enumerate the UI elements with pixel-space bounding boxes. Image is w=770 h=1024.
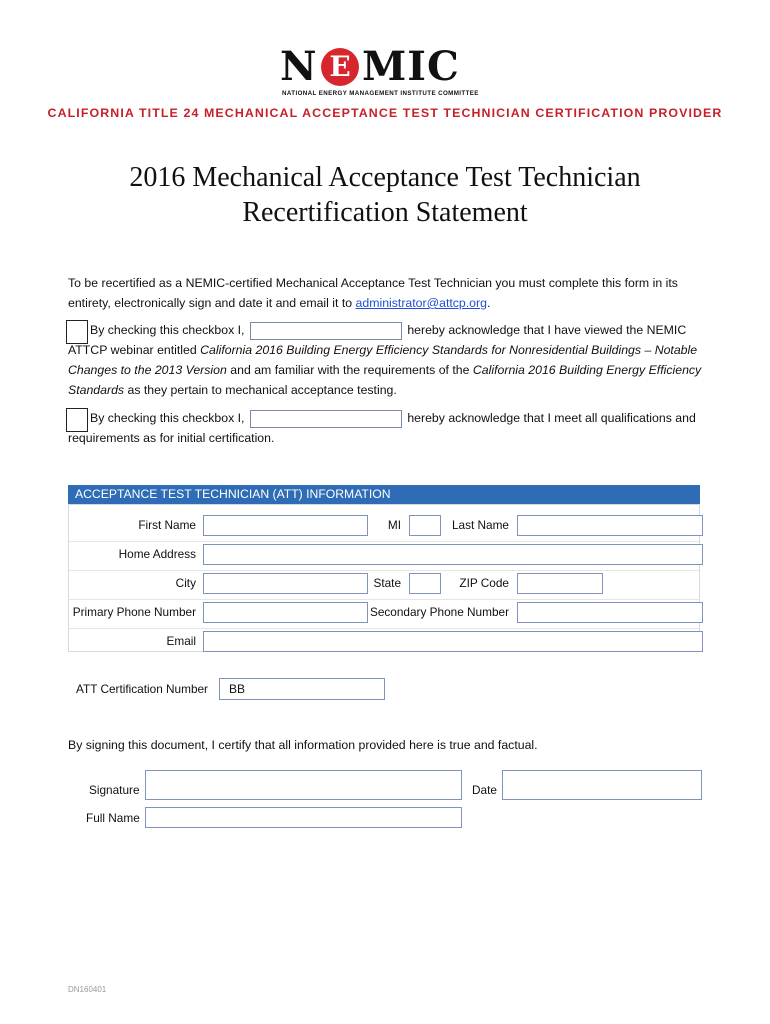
- nemic-logo: [280, 44, 490, 100]
- mi-label: MI: [387, 518, 401, 532]
- logo-letter-n: N: [280, 43, 318, 90]
- state-label: State: [373, 576, 401, 590]
- date-field[interactable]: [502, 770, 702, 800]
- statement-qualifications-name-field[interactable]: [250, 410, 402, 428]
- city-field[interactable]: [203, 573, 368, 594]
- title-line-2: Recertification Statement: [242, 197, 528, 228]
- cert-number-label: ATT Certification Number: [76, 682, 208, 696]
- att-section-header: ACCEPTANCE TEST TECHNICIAN (ATT) INFORMATION: [68, 485, 700, 504]
- row-divider: [69, 599, 699, 600]
- first-name-field[interactable]: [203, 515, 368, 536]
- statement-qualifications-prefix: By checking this checkbox I,: [90, 411, 245, 425]
- statement-standards-name: California 2016 Building Energy Efficiency Standards: [68, 363, 702, 397]
- cert-number-field[interactable]: BB: [219, 678, 385, 700]
- signature-label: Signature: [89, 783, 140, 797]
- provider-line: CALIFORNIA TITLE 24 MECHANICAL ACCEPTANCE TEST TECHNICIAN CERTIFICATION PROVIDER: [47, 106, 723, 120]
- row-divider: [69, 541, 699, 542]
- date-label: Date: [472, 783, 497, 797]
- city-label: City: [175, 576, 196, 590]
- statement-webinar: [68, 320, 708, 400]
- full-name-label: Full Name: [86, 811, 140, 825]
- logo-letters-mic: MIC: [362, 43, 460, 90]
- signature-field[interactable]: [145, 770, 462, 800]
- document-code: DN160401: [68, 985, 107, 994]
- last-name-label: Last Name: [451, 518, 509, 532]
- admin-email-link[interactable]: administrator@attcp.org: [355, 296, 487, 310]
- logo-subtitle: NATIONAL ENERGY MANAGEMENT INSTITUTE COMMITTEE: [282, 90, 479, 97]
- secondary-phone-label: Secondary Phone Number: [369, 605, 509, 619]
- att-section-body: [68, 504, 700, 652]
- first-name-label: First Name: [138, 518, 196, 532]
- zip-code-label: ZIP Code: [459, 576, 509, 590]
- home-address-field[interactable]: [203, 544, 703, 565]
- statement-webinar-mid2: and am familiar with the requirements of the: [226, 363, 473, 377]
- page-title: [0, 160, 770, 230]
- secondary-phone-field[interactable]: [517, 602, 703, 623]
- last-name-field[interactable]: [517, 515, 703, 536]
- statement-qualifications: [68, 408, 708, 448]
- row-divider: [69, 628, 699, 629]
- logo-letter-e-circle: E: [321, 48, 359, 86]
- row-divider: [69, 570, 699, 571]
- signing-statement: By signing this document, I certify that all information provided here is true and factual.: [68, 738, 538, 752]
- intro-text: To be recertified as a NEMIC-certified Mechanical Acceptance Test Technician you must complete this form in its entirety, electronically sign and date it and email it to: [68, 276, 678, 310]
- primary-phone-label: Primary Phone Number: [72, 605, 196, 619]
- title-line-1: 2016 Mechanical Acceptance Test Technician: [129, 162, 641, 193]
- zip-code-field[interactable]: [517, 573, 603, 594]
- email-field[interactable]: [203, 631, 703, 652]
- statement-webinar-title: California 2016 Building Energy Efficiency Standards for Nonresidential Buildings – Notable Changes to the 2013 Version: [68, 343, 698, 377]
- statement-webinar-name-field[interactable]: [250, 322, 402, 340]
- statement-qualifications-mid: hereby acknowledge that I meet all qualifications and requirements as for initial certification.: [68, 411, 696, 445]
- statement-webinar-mid: hereby acknowledge that I have viewed the NEMIC ATTCP webinar entitled: [68, 323, 687, 357]
- email-label: Email: [166, 634, 196, 648]
- full-name-field[interactable]: [145, 807, 462, 828]
- mi-field[interactable]: [409, 515, 441, 536]
- intro-paragraph: [68, 273, 708, 313]
- home-address-label: Home Address: [118, 547, 196, 561]
- statement-webinar-end: as they pertain to mechanical acceptance testing.: [124, 383, 397, 397]
- primary-phone-field[interactable]: [203, 602, 368, 623]
- state-field[interactable]: [409, 573, 441, 594]
- statement-webinar-prefix: By checking this checkbox I,: [90, 323, 245, 337]
- intro-end: .: [486, 296, 491, 310]
